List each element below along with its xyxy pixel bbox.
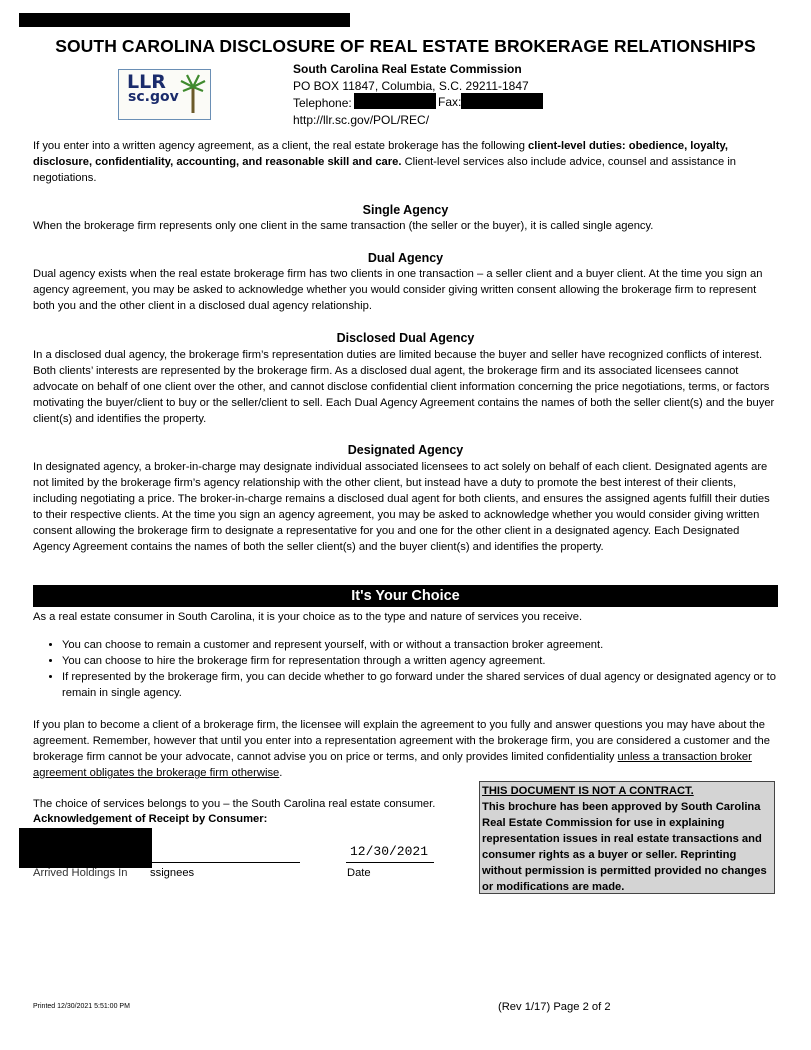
printed-timestamp: Printed 12/30/2021 5:51:00 PM <box>33 1003 130 1010</box>
section-heading: Single Agency <box>362 203 449 217</box>
closing-underlined: unless a transaction broker agreement obligates the brokerage firm otherwise <box>33 751 752 779</box>
agency-name: South Carolina Real Estate Commission <box>293 62 522 76</box>
list-item: • You can choose to remain a customer and represent yourself, with or without a transaction broker agreement. <box>62 637 807 653</box>
redacted-header <box>19 13 350 27</box>
date-line <box>346 862 434 863</box>
intro-text-end: Client-level services also include advice, counsel and assistance in negotiations. <box>33 156 737 184</box>
signature-date: 12/30/2021 <box>350 844 429 859</box>
agency-address: PO BOX 11847, Columbia, S.C. 29211-1847 <box>293 79 529 93</box>
page-title: SOUTH CAROLINA DISCLOSURE OF REAL ESTATE BROKERAGE RELATIONSHIPS <box>55 36 756 56</box>
section-text: When the brokerage firm represents only one client in the same transaction (the seller or the buyer), it is called single agency. <box>33 220 654 232</box>
closing-end: . <box>279 767 283 779</box>
redacted-telephone <box>354 93 436 109</box>
notice-text: This brochure has been approved by South Carolina Real Estate Commission for use in explaining representation issues in real estate transactions and consumer rights as a buyer or seller. Reprinting without permission is permitted provided no changes or modifications are made. <box>482 801 767 893</box>
palmetto-icon <box>179 73 207 115</box>
consumer-name-b: ssignees <box>150 867 195 879</box>
telephone-label: Telephone: <box>293 96 352 110</box>
section-text: In a disclosed dual agency, the brokerage firm’s representation duties are limited because the buyer and seller have recognized conflicts of interest. Both clients’ interests are represented by the brokerage firm. As a disclosed dual agent, the brokerage firm and its associated licensees cannot advocate on behalf of one client over the other, and cannot disclose confidential client information concerning the price negotiations, terms, or factors motivating the buyer/client to buy or the seller/client to sell. Each Dual Agency Agreement contains the names of both the seller client(s) and the buyer client(s) and identifies the property. <box>33 349 775 425</box>
its-your-choice-banner: It's Your Choice <box>33 585 778 607</box>
choice-intro: As a real estate consumer in South Carolina, it is your choice as to the type and nature of services you receive. <box>33 611 583 623</box>
intro-text: If you enter into a written agency agreement, as a client, the real estate brokerage has the following <box>33 140 529 152</box>
client-duties: client-level duties: obedience, loyalty, disclosure, confidentiality, accounting, and reasonable skill and care. <box>33 140 729 168</box>
notice-heading: THIS DOCUMENT IS NOT A CONTRACT. <box>482 785 694 797</box>
choice-list <box>33 637 807 701</box>
closing-text: If you plan to become a client of a brokerage firm, the licensee will explain the agreement to you fully and answer questions you may have about the agreement. Remember, however that until you enter into a representation agreement with the brokerage firm, you are considered a customer and the brokerage firm cannot be your advocate, cannot advise you on price or terms, and only provides limited confidentiality <box>33 719 770 763</box>
section-text: Dual agency exists when the real estate brokerage firm has two clients in one transaction – a seller client and a buyer client. At the time you sign an agency agreement, you may be asked to acknowledge whether you would consider giving written consent allowing the brokerage firm to represent both you and the other client in a disclosed dual agency relationship. <box>33 268 763 312</box>
section-text: In designated agency, a broker-in-charge may designate individual associated licensees to act solely on behalf of each client. Designated agents are not limited by the brokerage firm’s agency relationship with the other client, but instead have a duty to promote the best interest of their clients, including negotiating a price. The broker-in-charge remains a disclosed dual agent for both clients, and ensures the assigned agents fulfill their duties to their respective clients. At the time you sign an agency agreement, you may be asked to acknowledge whether you would consider giving written consent allowing the brokerage firm to designate a representative for you and one for the other client in a designated agency. Each Designated Agency Agreement contains the names of both the seller client(s) and the buyer client(s) and identifies the property. <box>33 461 770 553</box>
redacted-fax <box>461 93 543 109</box>
services-statement: The choice of services belongs to you – the South Carolina real estate consumer. <box>33 798 436 810</box>
list-item: • You can choose to hire the brokerage firm for representation through a written agency agreement. <box>62 653 807 669</box>
not-a-contract-notice <box>479 781 775 894</box>
list-item: • If represented by the brokerage firm, you can decide whether to go forward under the shared services of dual agency or designated agency or to remain in single agency. <box>62 669 807 701</box>
date-label: Date <box>347 867 371 879</box>
section-heading: Dual Agency <box>367 251 444 265</box>
agency-url[interactable]: http://llr.sc.gov/POL/REC/ <box>293 113 430 127</box>
fax-label: Fax: <box>438 95 462 109</box>
intro-paragraph <box>33 138 778 186</box>
consumer-name-a: Arrived Holdings In <box>33 867 128 879</box>
page-number: (Rev 1/17) Page 2 of 2 <box>498 1001 611 1013</box>
closing-paragraph <box>33 717 778 781</box>
acknowledgement-label: Acknowledgement of Receipt by Consumer: <box>33 813 268 825</box>
section-heading: Disclosed Dual Agency <box>336 331 475 345</box>
section-heading: Designated Agency <box>347 443 464 457</box>
signature-line <box>34 862 300 863</box>
llr-logo: LLR sc.gov <box>118 69 211 120</box>
